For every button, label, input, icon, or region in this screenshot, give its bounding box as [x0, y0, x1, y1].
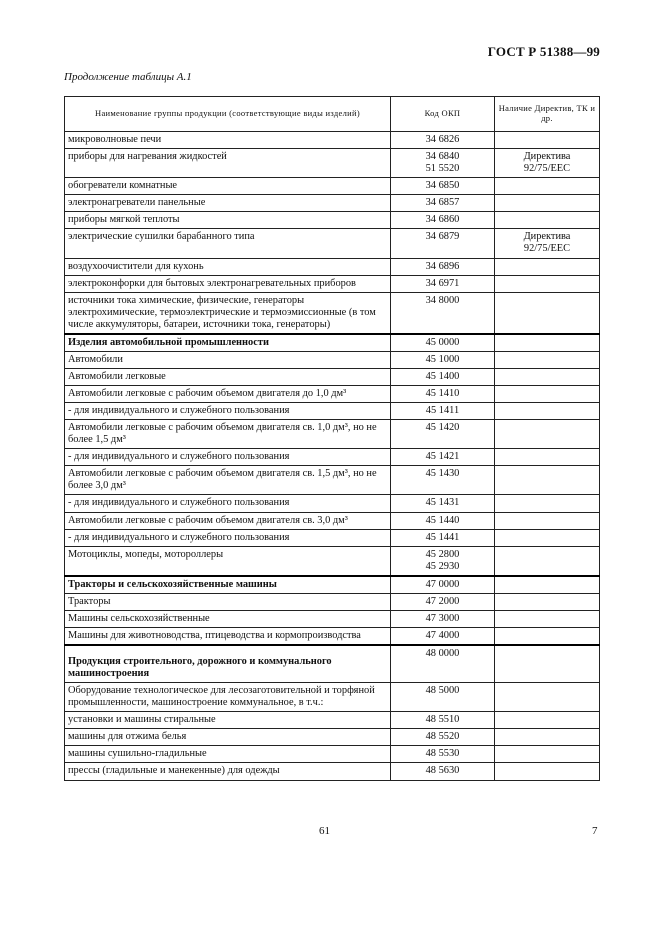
okp-code-cell — [391, 645, 495, 683]
table-row — [65, 627, 600, 645]
okp-code: 48 5000 — [425, 685, 460, 697]
product-group-name: приборы мягкой теплоты — [65, 212, 391, 229]
okp-code: 48 5510 — [425, 714, 460, 726]
okp-code-cell — [391, 178, 495, 195]
product-group-name: Машины для животноводства, птицеводства и кормопроизводства — [65, 627, 391, 645]
product-group-name: Автомобили легковые с рабочим объемом двигателя св. 1,0 дм³, но не более 1,5 дм³ — [65, 420, 391, 449]
table-row — [65, 495, 600, 512]
okp-code: 34 6857 — [425, 197, 460, 209]
okp-code: 48 5530 — [425, 748, 460, 760]
okp-code: 45 1420 — [425, 422, 460, 434]
directive-cell — [495, 627, 600, 645]
okp-code-cell — [391, 746, 495, 763]
product-group-name: машины для отжима белья — [65, 729, 391, 746]
directive-cell — [495, 645, 600, 683]
standard-number: ГОСТ Р 51388—99 — [487, 44, 600, 59]
table-row — [65, 149, 600, 178]
table-row — [65, 403, 600, 420]
directive-cell — [495, 683, 600, 712]
product-group-name: обогреватели комнатные — [65, 178, 391, 195]
table-row — [65, 292, 600, 334]
okp-code-cell — [391, 258, 495, 275]
table-row — [65, 368, 600, 385]
directive-cell — [495, 178, 600, 195]
directive-text: Директива — [523, 231, 571, 243]
table-row — [65, 529, 600, 546]
table-body — [65, 132, 600, 781]
table-row — [65, 729, 600, 746]
table-continuation-caption: Продолжение таблицы А.1 — [64, 71, 192, 83]
table-row — [65, 334, 600, 352]
product-group-name: - для индивидуального и служебного пользования — [65, 403, 391, 420]
table-row — [65, 195, 600, 212]
okp-code-cell — [391, 132, 495, 149]
table-row — [65, 746, 600, 763]
table-row — [65, 466, 600, 495]
product-groups-table — [64, 96, 600, 781]
okp-code: 34 6971 — [425, 277, 460, 289]
okp-code-cell — [391, 275, 495, 292]
table-row — [65, 258, 600, 275]
directive-cell — [495, 292, 600, 334]
directive-cell — [495, 729, 600, 746]
okp-code-cell — [391, 368, 495, 385]
product-group-name: прессы (гладильные и манекенные) для одежды — [65, 763, 391, 780]
product-group-name: Автомобили легковые с рабочим объемом двигателя св. 3,0 дм³ — [65, 512, 391, 529]
okp-code-cell — [391, 576, 495, 594]
okp-code-cell — [391, 292, 495, 334]
okp-code-cell — [391, 546, 495, 576]
product-group-name: Продукция строительного, дорожного и коммунального машиностроения — [65, 645, 391, 683]
okp-code: 45 1441 — [425, 531, 460, 543]
okp-code-cell — [391, 149, 495, 178]
okp-code: 47 4000 — [425, 629, 460, 641]
directive-cell — [495, 351, 600, 368]
directive-cell — [495, 610, 600, 627]
okp-code-cell — [391, 593, 495, 610]
product-group-name: машины сушильно-гладильные — [65, 746, 391, 763]
okp-code-cell — [391, 466, 495, 495]
table-row — [65, 593, 600, 610]
table-row — [65, 610, 600, 627]
directive-cell — [495, 576, 600, 594]
directive-cell — [495, 149, 600, 178]
okp-code: 47 2000 — [425, 595, 460, 607]
side-page-number: 7 — [592, 825, 598, 837]
okp-code: 45 2800 — [425, 548, 460, 560]
column-header-directives: Наличие Директив, ТК и др. — [495, 97, 600, 132]
okp-code: 34 6850 — [425, 180, 460, 192]
directive-cell — [495, 512, 600, 529]
okp-code: 45 1440 — [425, 514, 460, 526]
table-row — [65, 512, 600, 529]
directive-cell — [495, 546, 600, 576]
directive-text: 92/75/ЕЕС — [523, 243, 571, 255]
page-number: 61 — [319, 825, 330, 837]
okp-code: 45 1430 — [425, 468, 460, 480]
directive-cell — [495, 229, 600, 258]
product-group-name: Оборудование технологическое для лесозаготовительной и торфяной промышленности, машиностроение коммунальное, в т.ч.: — [65, 683, 391, 712]
directive-cell — [495, 593, 600, 610]
table-row — [65, 763, 600, 780]
okp-code: 48 5630 — [425, 765, 460, 777]
product-group-name: - для индивидуального и служебного пользования — [65, 529, 391, 546]
okp-code-cell — [391, 195, 495, 212]
okp-code: 48 0000 — [425, 648, 460, 659]
table-row — [65, 712, 600, 729]
column-header-name: Наименование группы продукции (соответствующие виды изделий) — [65, 97, 391, 132]
directive-cell — [495, 495, 600, 512]
okp-code-cell — [391, 627, 495, 645]
table-row — [65, 229, 600, 258]
directive-cell — [495, 386, 600, 403]
okp-code: 45 0000 — [425, 336, 460, 348]
product-group-name: Машины сельскохозяйственные — [65, 610, 391, 627]
directive-cell — [495, 449, 600, 466]
table-header-row — [65, 97, 600, 132]
directive-cell — [495, 368, 600, 385]
okp-code: 34 6826 — [425, 134, 460, 145]
product-group-name: Тракторы и сельскохозяйственные машины — [65, 576, 391, 594]
okp-code: 45 2930 — [425, 560, 460, 572]
okp-code-cell — [391, 334, 495, 352]
product-group-name: микроволновые печи — [65, 132, 391, 149]
table-row — [65, 420, 600, 449]
okp-code-cell — [391, 512, 495, 529]
okp-code: 51 5520 — [425, 163, 460, 175]
okp-code-cell — [391, 610, 495, 627]
product-group-name: Автомобили легковые с рабочим объемом двигателя св. 1,5 дм³, но не более 3,0 дм³ — [65, 466, 391, 495]
directive-cell — [495, 466, 600, 495]
product-group-name: Мотоциклы, мопеды, мотороллеры — [65, 546, 391, 576]
okp-code-cell — [391, 712, 495, 729]
column-header-okp-code: Код ОКП — [391, 97, 495, 132]
directive-cell — [495, 132, 600, 149]
okp-code: 47 3000 — [425, 612, 460, 624]
okp-code: 45 1431 — [425, 497, 460, 509]
product-group-name: - для индивидуального и служебного пользования — [65, 449, 391, 466]
directive-cell — [495, 258, 600, 275]
table-row — [65, 683, 600, 712]
okp-code: 45 1411 — [425, 405, 460, 417]
directive-cell — [495, 334, 600, 352]
okp-code-cell — [391, 683, 495, 712]
table-row — [65, 132, 600, 149]
product-group-name: Автомобили легковые с рабочим объемом двигателя до 1,0 дм³ — [65, 386, 391, 403]
directive-cell — [495, 763, 600, 780]
okp-code-cell — [391, 212, 495, 229]
okp-code: 34 6840 — [425, 151, 460, 163]
directive-cell — [495, 212, 600, 229]
okp-code-cell — [391, 403, 495, 420]
directive-text: Директива — [523, 151, 571, 163]
product-group-name: Тракторы — [65, 593, 391, 610]
table-row — [65, 351, 600, 368]
table-row — [65, 576, 600, 594]
directive-cell — [495, 420, 600, 449]
okp-code-cell — [391, 229, 495, 258]
okp-code: 48 5520 — [425, 731, 460, 743]
okp-code-cell — [391, 449, 495, 466]
product-group-name: установки и машины стиральные — [65, 712, 391, 729]
okp-code-cell — [391, 529, 495, 546]
okp-code: 45 1410 — [425, 388, 460, 399]
product-group-name: - для индивидуального и служебного пользования — [65, 495, 391, 512]
product-group-name: Автомобили легковые — [65, 368, 391, 385]
okp-code-cell — [391, 495, 495, 512]
directive-cell — [495, 195, 600, 212]
directive-cell — [495, 746, 600, 763]
okp-code: 34 6896 — [425, 260, 460, 272]
okp-code-cell — [391, 351, 495, 368]
product-group-name: Автомобили — [65, 351, 391, 368]
directive-cell — [495, 529, 600, 546]
table-row — [65, 546, 600, 576]
table-row — [65, 449, 600, 466]
table-row — [65, 212, 600, 229]
directive-cell — [495, 712, 600, 729]
product-group-name: электронагреватели панельные — [65, 195, 391, 212]
okp-code-cell — [391, 420, 495, 449]
okp-code-cell — [391, 386, 495, 403]
okp-code: 34 6860 — [425, 214, 460, 226]
product-group-name: приборы для нагревания жидкостей — [65, 149, 391, 178]
table-row — [65, 645, 600, 683]
okp-code: 45 1000 — [425, 353, 460, 365]
product-group-name: воздухоочистители для кухонь — [65, 258, 391, 275]
okp-code: 34 6879 — [425, 231, 460, 243]
okp-code: 34 8000 — [425, 294, 460, 306]
directive-cell — [495, 403, 600, 420]
directive-cell — [495, 275, 600, 292]
product-group-name: электрические сушилки барабанного типа — [65, 229, 391, 258]
product-group-name: источники тока химические, физические, генераторы электрохимические, термоэлектрические и термоэмиссионные (в том числе аккумуляторы, батареи, источники тока, генераторы) — [65, 292, 391, 334]
okp-code: 45 1421 — [425, 451, 460, 463]
okp-code-cell — [391, 763, 495, 780]
product-group-name: электроконфорки для бытовых электронагревательных приборов — [65, 275, 391, 292]
okp-code: 45 1400 — [425, 370, 460, 382]
table-row — [65, 178, 600, 195]
table-row — [65, 386, 600, 403]
product-group-name: Изделия автомобильной промышленности — [65, 334, 391, 352]
okp-code-cell — [391, 729, 495, 746]
table-row — [65, 275, 600, 292]
directive-text: 92/75/ЕЕС — [523, 163, 571, 175]
okp-code: 47 0000 — [425, 578, 460, 590]
